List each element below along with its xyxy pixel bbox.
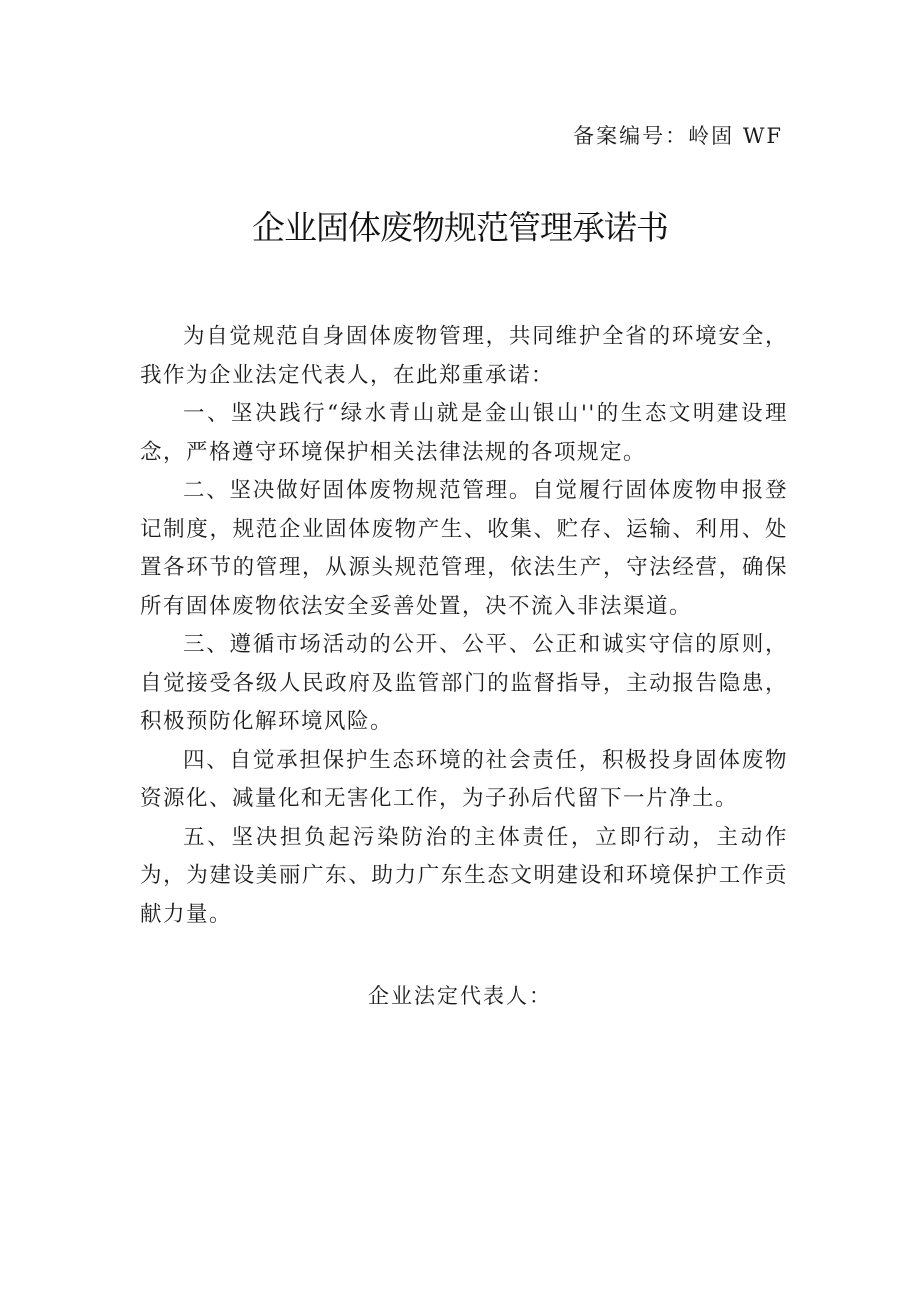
commitment-body bbox=[140, 318, 788, 934]
commitment-item-4: 四、自觉承担保护生态环境的社会责任，积极投身固体废物资源化、减量化和无害化工作，为子孙后代留下一片净土。 bbox=[140, 747, 788, 811]
commitment-item-3: 三、遵循市场活动的公开、公平、公正和诚实守信的原则，自觉接受各级人民政府及监管部门的监督指导，主动报告隐患，积极预防化解环境风险。 bbox=[140, 632, 788, 734]
commitment-item-1: 一、坚决践行“绿水青山就是金山银山''的生态文明建设理念，严格遵守环境保护相关法律法规的各项规定。 bbox=[140, 401, 788, 465]
record-number: 备案编号：岭固 WF bbox=[573, 124, 783, 148]
document-title: 企业固体废物规范管理承诺书 bbox=[252, 208, 668, 247]
intro-paragraph: 为自觉规范自身固体废物管理，共同维护全省的环境安全，我作为企业法定代表人，在此郑重承诺： bbox=[140, 324, 788, 388]
commitment-item-5: 五、坚决担负起污染防治的主体责任，立即行动，主动作为，为建设美丽广东、助力广东生态文明建设和环境保护工作贡献力量。 bbox=[140, 824, 788, 927]
commitment-item-2: 二、坚决做好固体废物规范管理。自觉履行固体废物申报登记制度，规范企业固体废物产生、收集、贮存、运输、利用、处置各环节的管理，从源头规范管理，依法生产，守法经营，确保所有固体废物依法安全妥善处置，决不流入非法渠道。 bbox=[140, 478, 788, 619]
legal-representative-signature-label: 企业法定代表人： bbox=[368, 984, 552, 1008]
